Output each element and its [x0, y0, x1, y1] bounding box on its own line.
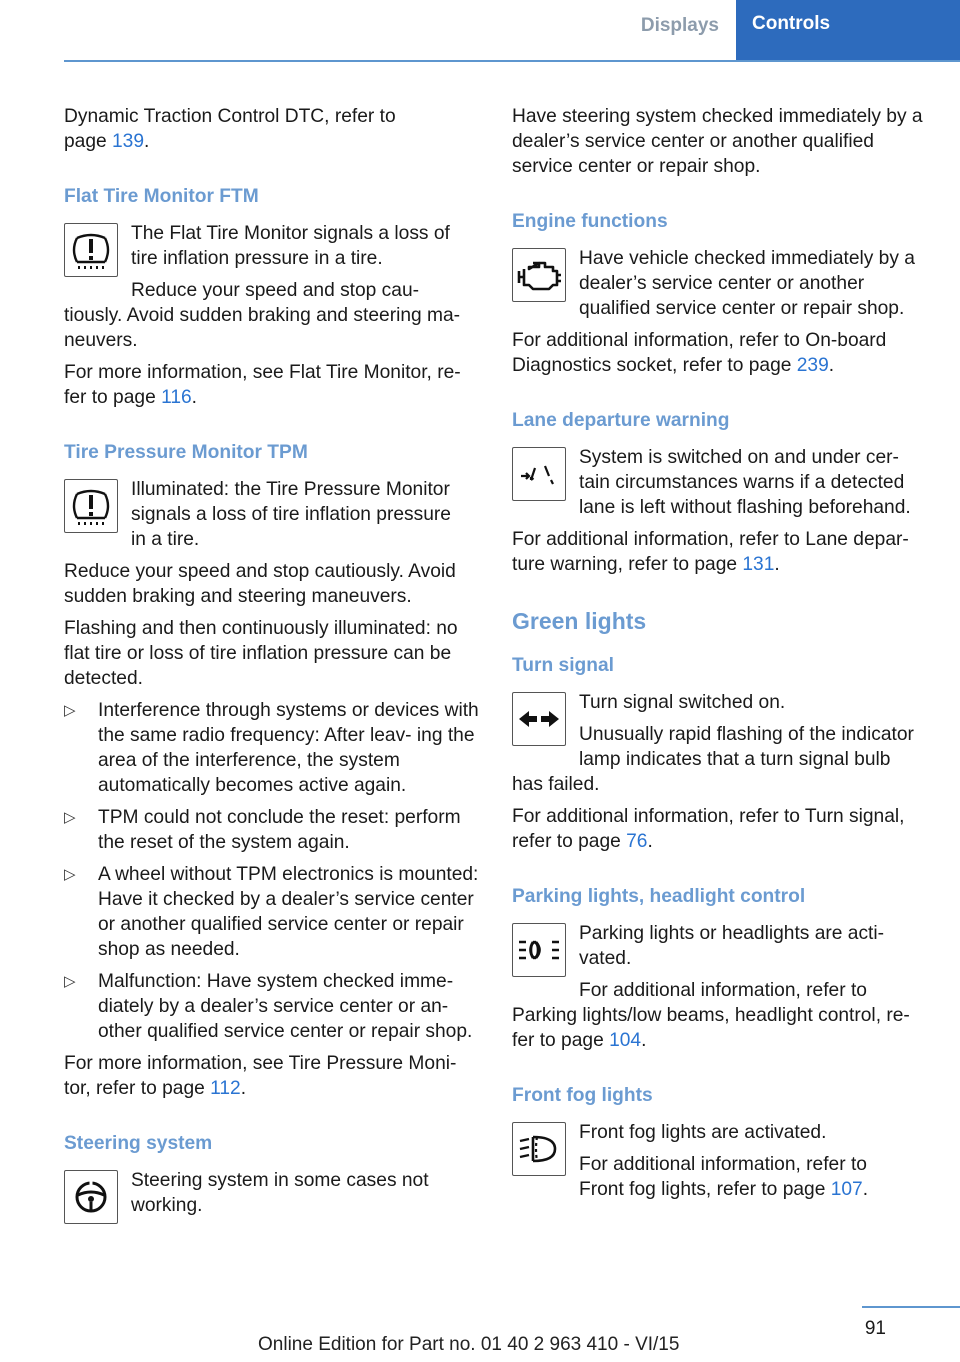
park-line-3: For additional information, refer to [579, 980, 867, 1001]
tpm-block [64, 477, 480, 552]
footer-divider [862, 1306, 960, 1308]
page-link-131[interactable]: 131 [742, 554, 775, 575]
ftm-line-4: tiously. Avoid sudden braking and steering ma‐ [64, 305, 461, 326]
page-link-104[interactable]: 104 [609, 1030, 642, 1051]
ftm-line-5: neuvers. [64, 330, 138, 351]
header-chapter-tab: Controls [736, 0, 960, 62]
triangle-bullet-icon: ▷ [64, 973, 76, 990]
list-item-text: Interference through systems or devices with the same radio frequency: After leav‐ ing the area of the interference, the system automatically becomes active again. [98, 700, 479, 796]
turn-line-3: lamp indicates that a turn signal bulb [579, 749, 891, 770]
steering-line-1: Steering system in some cases not [131, 1170, 429, 1191]
park-line-4: Parking lights/low beams, headlight control, re‐ [512, 1005, 910, 1026]
fog-more-info: For additional information, refer to Front fog lights, refer to page 107. [579, 1154, 869, 1200]
park-line-1-2 [579, 921, 928, 971]
ftm-line-3: Reduce your speed and stop cau‐ [131, 280, 419, 301]
tire-pressure-warning-icon [64, 479, 118, 533]
park-more-info: Parking lights/low beams, headlight control, re‐ fer to page 104. [512, 1005, 910, 1051]
turn-signal-icon [512, 692, 566, 746]
tpm-more-text: For more information, see Tire Pressure Moni‐ [64, 1053, 457, 1074]
list-item-text: Malfunction: Have system checked imme‐ diately by a dealer’s service center or an‐ other qualified service center or repair shop. [98, 971, 473, 1042]
lane-text: System is switched on and under cer‐ tain circumstances warns if a detected lane is left without flashing beforehand. [579, 447, 911, 518]
tpm-line-3: in a tire. [131, 529, 200, 550]
turn-signal-block [512, 690, 928, 772]
fog-lights-block [512, 1120, 928, 1202]
steering-heading: Steering system [64, 1133, 213, 1154]
left-column [64, 104, 480, 1223]
parking-lights-icon [512, 923, 566, 977]
engine-more-text: For additional information, refer to On-board Diagnostics socket, refer to page [512, 330, 887, 376]
turn-line-2-3 [579, 722, 928, 772]
lane-more-text: For additional information, refer to Lane depar‐ ture warning, refer to page [512, 529, 909, 575]
ftm-block [64, 221, 480, 303]
lane-heading: Lane departure warning [512, 410, 730, 431]
turn-line-1: Turn signal switched on. [579, 692, 786, 713]
fog-line-2: For additional information, refer to [579, 1154, 867, 1175]
ftm-line-2: tire inflation pressure in a tire. [131, 248, 383, 269]
ftm-more-text: For more information, see Flat Tire Monitor, re‐ [64, 362, 461, 383]
lane-departure-icon [512, 447, 566, 501]
page-link-107[interactable]: 107 [830, 1179, 863, 1200]
park-line-2: vated. [579, 948, 632, 969]
list-item [64, 698, 480, 798]
list-item-text: A wheel without TPM electronics is mounted: Have it checked by a dealer’s service center or another qualified service center or repair shop as needed. [98, 864, 479, 960]
fog-line-3: Front fog lights, refer to page [579, 1179, 831, 1200]
engine-heading: Engine functions [512, 211, 668, 232]
page-link-239[interactable]: 239 [796, 355, 829, 376]
right-column [512, 104, 928, 1209]
engine-block [512, 246, 928, 321]
parking-lights-block [512, 921, 928, 1003]
list-item [64, 969, 480, 1044]
header-divider [64, 60, 960, 62]
front-fog-lights-icon [512, 1122, 566, 1176]
ftm-heading: Flat Tire Monitor FTM [64, 186, 259, 207]
lane-more-info: For additional information, refer to Lane depar‐ ture warning, refer to page 131. [512, 529, 909, 575]
steering-line-2: working. [131, 1195, 203, 1216]
tpm-more-info: For more information, see Tire Pressure Moni‐ tor, refer to page 112. [64, 1053, 457, 1099]
ftm-more-text-2: fer to page [64, 387, 162, 408]
park-line-5: fer to page [512, 1030, 610, 1051]
page-link-116[interactable]: 116 [161, 387, 192, 408]
triangle-bullet-icon: ▷ [64, 702, 76, 719]
turn-line-4: has failed. [512, 774, 600, 795]
triangle-bullet-icon: ▷ [64, 809, 76, 826]
ftm-line-1: The Flat Tire Monitor signals a loss of [131, 223, 450, 244]
dtc-paragraph: Dynamic Traction Control DTC, refer to page 139. [64, 106, 396, 152]
steering-text [131, 1168, 480, 1218]
engine-text: Have vehicle checked immediately by a dealer’s service center or another qualified service center or repair shop. [579, 248, 915, 319]
page-link-112[interactable]: 112 [210, 1078, 241, 1099]
list-item [64, 805, 480, 855]
turn-more-info: For additional information, refer to Turn signal, refer to page 76. [512, 806, 905, 852]
tpm-bullet-list [64, 698, 480, 1044]
park-line-1: Parking lights or headlights are acti‐ [579, 923, 885, 944]
turn-signal-heading: Turn signal [512, 655, 614, 676]
dtc-text-page: page [64, 131, 113, 152]
page-header [0, 0, 960, 62]
ftm-continued [64, 303, 480, 353]
list-item-text: TPM could not conclude the reset: perform the reset of the system again. [98, 807, 461, 853]
tpm-line-1: Illuminated: the Tire Pressure Monitor [131, 479, 450, 500]
turn-line-2: Unusually rapid flashing of the indicator [579, 724, 914, 745]
steering-block [64, 1168, 480, 1223]
tpm-heading: Tire Pressure Monitor TPM [64, 442, 308, 463]
edition-footer: Online Edition for Part no. 01 40 2 963 410 - VI/15 [258, 1334, 680, 1355]
tpm-text [131, 477, 480, 552]
steering-wheel-icon [64, 1170, 118, 1224]
tpm-more-text-2: tor, refer to page [64, 1078, 211, 1099]
tpm-line-2: signals a loss of tire inflation pressure [131, 504, 451, 525]
page-number: 91 [864, 1318, 886, 1339]
engine-icon [512, 248, 566, 302]
turn-more-text: For additional information, refer to Turn signal, refer to page [512, 806, 905, 852]
fog-line-1: Front fog lights are activated. [579, 1122, 827, 1143]
fog-lights-heading: Front fog lights [512, 1085, 653, 1106]
tpm-paragraph-3: Flashing and then continuously illuminated: no flat tire or loss of tire inflation pressure can be detected. [64, 618, 458, 689]
tpm-paragraph-2: Reduce your speed and stop cautiously. Avoid sudden braking and steering maneuvers. [64, 561, 456, 607]
page-link-76[interactable]: 76 [626, 831, 648, 852]
parking-lights-heading: Parking lights, headlight control [512, 886, 806, 907]
tire-pressure-warning-icon [64, 223, 118, 277]
steering-continued: Have steering system checked immediately by a dealer’s service center or another qualified service center or repair shop. [512, 106, 923, 177]
triangle-bullet-icon: ▷ [64, 866, 76, 883]
list-item [64, 862, 480, 962]
header-section-label: Displays [625, 0, 735, 43]
engine-more-info: For additional information, refer to On-board Diagnostics socket, refer to page 239. [512, 330, 887, 376]
page-link-139[interactable]: 139 [112, 131, 145, 152]
lane-block [512, 445, 928, 520]
dtc-text: Dynamic Traction Control DTC, refer to [64, 106, 396, 127]
green-lights-heading: Green lights [512, 608, 647, 634]
ftm-more-info: For more information, see Flat Tire Monitor, re‐ fer to page 116. [64, 362, 461, 408]
